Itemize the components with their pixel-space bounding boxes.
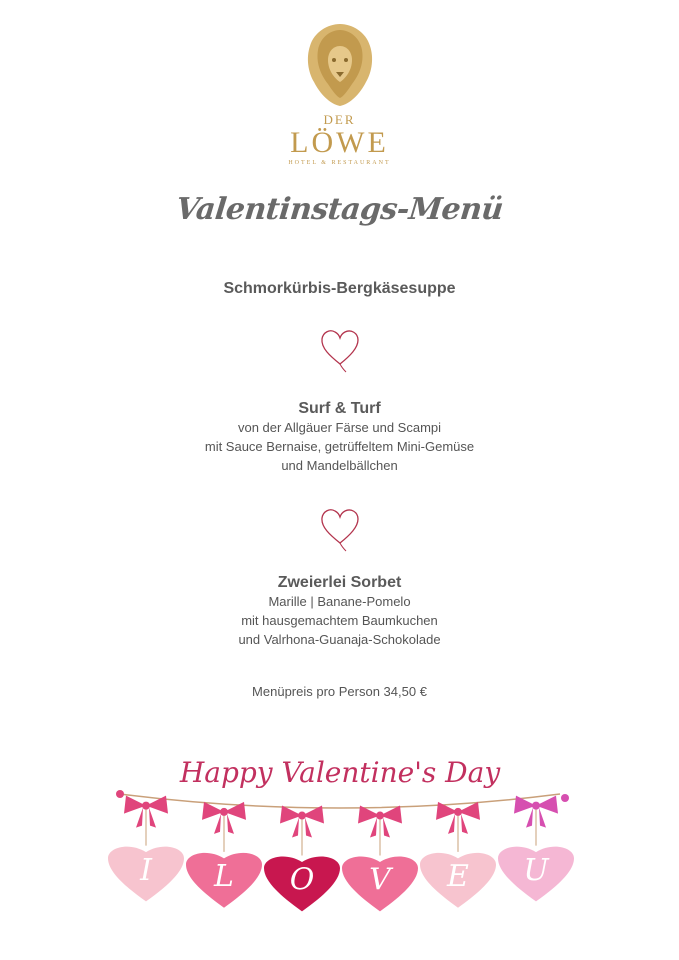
valentine-banner: [100, 750, 580, 930]
bow-knot-icon: [142, 802, 150, 810]
string-end-icon: [561, 794, 569, 802]
course-soup: [0, 280, 679, 298]
bow-knot-icon: [298, 812, 306, 820]
bow-knot-icon: [220, 808, 228, 816]
banner-headline: Happy Valentine's Day: [179, 756, 501, 789]
course-name: Surf & Turf: [298, 400, 381, 417]
course-dessert: [0, 574, 679, 649]
course-line: mit Sauce Bernaise, getrüffeltem Mini-Gemüse: [204, 439, 475, 454]
brand-subtitle: HOTEL & RESTAURANT: [288, 160, 391, 166]
course-line: mit hausgemachtem Baumkuchen: [241, 613, 438, 628]
heart-letter: V: [369, 862, 391, 898]
menu-title: Valentinstags-Menü: [174, 192, 505, 227]
course-line: und Valrhona-Guanaja-Schokolade: [238, 632, 441, 647]
heart-letter: L: [214, 859, 234, 895]
lion-head-icon: [300, 20, 380, 108]
course-name: Schmorkürbis-Bergkäsesuppe: [223, 280, 456, 297]
heart-divider-icon: [318, 326, 362, 374]
heart-letter: O: [289, 862, 315, 898]
brand-name: LÖWE: [290, 126, 389, 159]
logo: [0, 20, 679, 166]
banner-string: [120, 794, 560, 808]
heart-letter: U: [523, 852, 549, 888]
string-end-icon: [116, 790, 124, 798]
bow-knot-icon: [376, 812, 384, 820]
heart-letter: I: [140, 852, 152, 888]
course-line: von der Allgäuer Färse und Scampi: [237, 420, 442, 435]
course-name: Zweierlei Sorbet: [277, 574, 402, 591]
course-line: und Mandelbällchen: [281, 458, 398, 473]
course-line: Marille | Banane-Pomelo: [268, 594, 411, 609]
heart-divider-icon: [318, 505, 362, 553]
bow-knot-icon: [532, 802, 540, 810]
brand-der: DER: [323, 112, 356, 127]
heart-letter: E: [447, 859, 469, 895]
bow-knot-icon: [454, 808, 462, 816]
menu-price: Menüpreis pro Person 34,50 €: [252, 684, 427, 699]
course-main: [0, 400, 679, 475]
